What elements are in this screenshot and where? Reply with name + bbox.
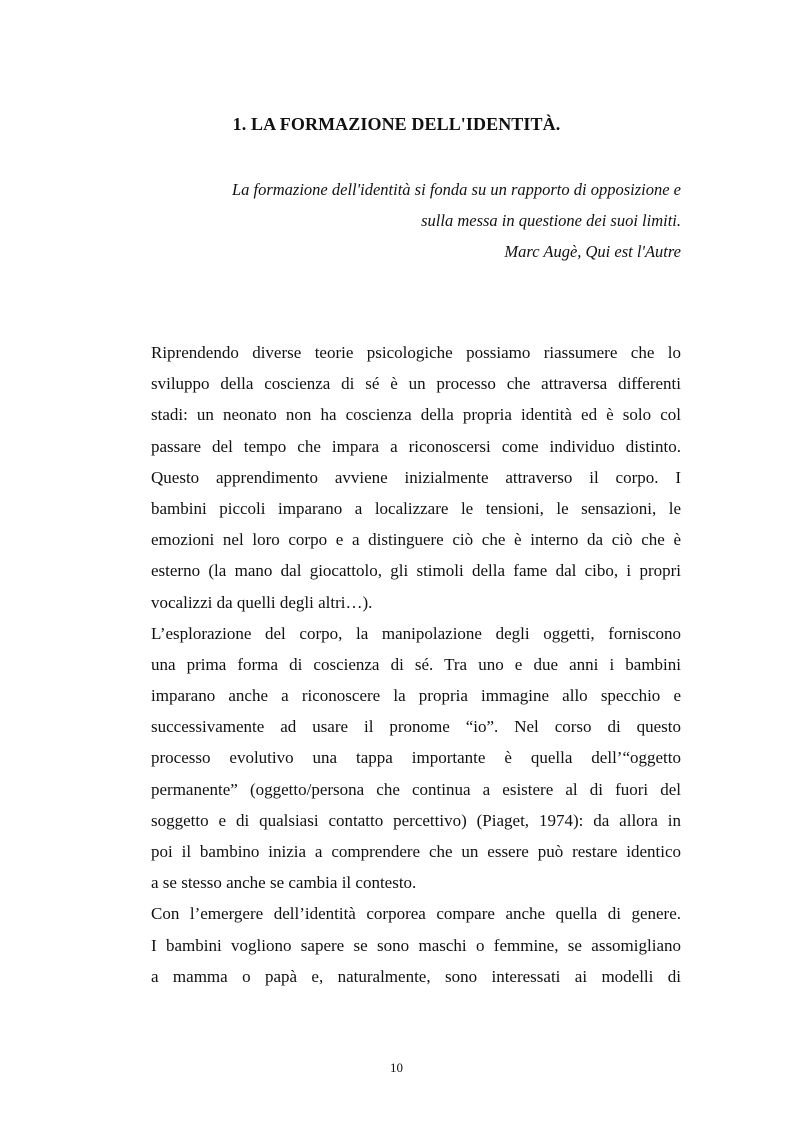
epigraph-line: La formazione dell'identità si fonda su un rapporto di opposizione e	[231, 180, 681, 199]
body-line: sviluppo della coscienza di sé è un processo che attraversa differenti	[151, 374, 681, 394]
body-line: esterno (la mano dal giocattolo, gli stimoli della fame dal cibo, i propri	[151, 561, 681, 581]
page-number: 10	[390, 1060, 403, 1075]
epigraph	[150, 174, 681, 267]
body-line: vocalizzi da quelli degli altri…).	[151, 592, 373, 612]
body-line: processo evolutivo una tappa importante è quella dell’“oggetto	[151, 748, 681, 768]
body-line: permanente” (oggetto/persona che continua a esistere al di fuori del	[151, 779, 681, 799]
body-paragraphs	[151, 337, 681, 992]
body-line: Con l’emergere dell’identità corporea compare anche quella di genere.	[151, 904, 681, 924]
body-line: a mamma o papà e, naturalmente, sono interessati ai modelli di	[151, 966, 681, 986]
body-line: bambini piccoli imparano a localizzare le tensioni, le sensazioni, le	[151, 498, 681, 518]
body-line: I bambini vogliono sapere se sono maschi o femmine, se assomigliano	[151, 935, 681, 955]
epigraph-attribution: Marc Augè, Qui est l'Autre	[504, 242, 681, 261]
body-line: una prima forma di coscienza di sé. Tra uno e due anni i bambini	[151, 654, 681, 674]
body-line: L’esplorazione del corpo, la manipolazione degli oggetti, forniscono	[151, 623, 681, 643]
chapter-title: 1. LA FORMAZIONE DELL'IDENTITÀ.	[232, 114, 561, 134]
body-line: a se stesso anche se cambia il contesto.	[151, 873, 417, 893]
body-line: emozioni nel loro corpo e a distinguere ciò che è interno da ciò che è	[151, 530, 681, 550]
body-line: soggetto e di qualsiasi contatto percettivo) (Piaget, 1974): da allora in	[151, 810, 681, 830]
body-line: successivamente ad usare il pronome “io”. Nel corso di questo	[151, 717, 681, 737]
body-line: Questo apprendimento avviene inizialmente attraverso il corpo. I	[151, 467, 681, 487]
body-line: imparano anche a riconoscere la propria immagine allo specchio e	[151, 686, 681, 706]
body-line: poi il bambino inizia a comprendere che un essere può restare identico	[151, 842, 681, 861]
body-line: passare del tempo che impara a riconoscersi come individuo distinto.	[151, 436, 681, 456]
body-line: stadi: un neonato non ha coscienza della propria identità ed è solo col	[151, 405, 681, 425]
epigraph-line: sulla messa in questione dei suoi limiti.	[421, 211, 681, 230]
body-line: Riprendendo diverse teorie psicologiche possiamo riassumere che lo	[151, 343, 681, 362]
